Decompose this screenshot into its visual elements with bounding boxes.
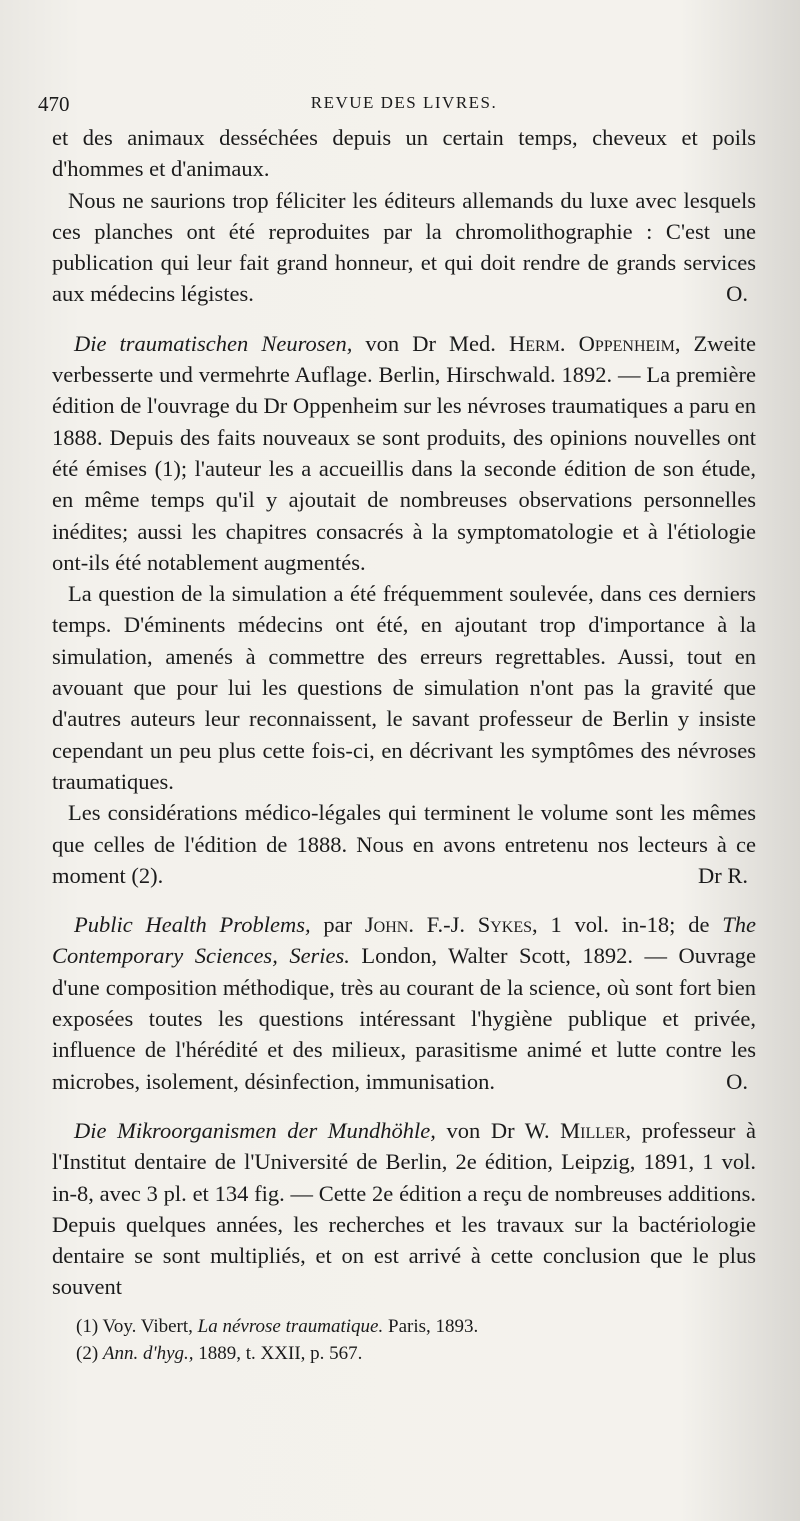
footnote-1-pre: (1) Voy. Vibert,: [76, 1315, 198, 1337]
intro-paragraph-2-text: Nous ne saurions trop féliciter les éditeurs allemands du luxe avec lesquels ces planches ont été reproduites par la chromolithographie : C'est une publication qui leur fait grand honneur, et qui doit rendre de grands services aux médecins légistes.: [52, 187, 756, 307]
footnote-1-post: Paris, 1893.: [383, 1315, 479, 1337]
footnote-2-pre: (2): [76, 1342, 103, 1364]
entry-1-paragraph-3-text: Les considérations médico-légales qui terminent le volume sont les mêmes que celles de l'édition de 1888. Nous en avons entretenu nos lecteurs à ce moment (2).: [52, 800, 756, 888]
footnote-2-post: 1889, t. XXII, p. 567.: [193, 1342, 363, 1364]
entry-3-body: professeur à l'Institut dentaire de l'Université de Berlin, 2e édition, Leipzig, 1891, 1 vol. in-8, avec 3 pl. et 134 fig. — Cette 2e édition a reçu de nombreuses additions. Depuis quelques années, les recherches et les travaux sur la bactériologie dentaire se sont multipliés, et on est arrivé à cette conclusion que le plus souvent: [52, 1117, 757, 1300]
page-header: [38, 86, 756, 122]
entry-3-title: Die Mikroorganismen der Mundhöhle,: [74, 1117, 436, 1143]
entry-1-body: Zweite verbesserte und vermehrte Auflage. Berlin, Hirschwald. 1892. — La première édition de l'ouvrage du Dr Oppenheim sur les névroses traumatiques a paru en 1888. Depuis des faits nouveaux se sont produits, des opinions nouvelles ont été émises (1); l'auteur les a accueillis dans la seconde édition de son étude, en même temps qu'il y ajoutait de nombreuses observations personnelles inédites; aussi les chapitres consacrés à la symptomatologie et à l'étiologie ont-ils été notablement augmentés.: [52, 330, 756, 575]
footnote-1-title: La névrose traumatique.: [197, 1315, 384, 1337]
entry-1-paragraph-2: La question de la simulation a été fréquemment soulevée, dans ces derniers temps. D'éminents médecins ont été, en ajoutant trop d'importance à la simulation, amenés à commettre des erreurs regrettables. Aussi, tout en avouant que pour lui les questions de simulation n'ont pas la gravité que d'autres auteurs leur reconnaissent, le savant professeur de Berlin y insiste cependant un peu plus cette fois-ci, en décrivant les symptômes des névroses traumatiques.: [52, 581, 756, 794]
review-entry-2: [52, 909, 756, 1097]
entry-1-author: Herm. Oppenheim,: [508, 330, 681, 356]
entry-2-author: John. F.-J. Sykes,: [364, 912, 538, 938]
entry-2-series: The Contemporary Sciences, Series.: [52, 912, 756, 969]
intro-paragraph-2: [52, 185, 756, 310]
entry-2-signature: O.: [726, 1068, 748, 1094]
entry-2-author-pre: par: [310, 912, 365, 938]
footnotes: [52, 1313, 756, 1367]
entry-1-title: Die traumatischen Neurosen,: [74, 330, 353, 356]
intro-paragraph-1: et des animaux desséchées depuis un certain temps, cheveux et poils d'hommes et d'animaux.: [52, 125, 756, 182]
running-head: REVUE DES LIVRES.: [310, 93, 498, 112]
entry-2-title: Public Health Problems,: [74, 912, 311, 938]
footnote-2-title: Ann. d'hyg.,: [102, 1342, 194, 1364]
entry-1-author-pre: von Dr Med.: [352, 330, 509, 356]
entry-1-lead: [52, 328, 756, 578]
entry-1-paragraph-3: [52, 797, 756, 891]
entry-2-body: London, Walter Scott, 1892. — Ouvrage d'une composition méthodique, très au courant de la science, où sont fort bien exposées toutes les questions intéressant l'hygiène publique et privée, influence de l'hérédité et des milieux, parasitisme animé et lutte contre les microbes, isolement, désinfection, immunisation.: [52, 943, 756, 1094]
review-entry-1: [52, 328, 756, 891]
entry-3-author: Miller,: [560, 1117, 632, 1143]
entry-1-signature: Dr R.: [698, 862, 748, 888]
entry-2-lead: [52, 909, 756, 1097]
footnote-1: [76, 1313, 756, 1340]
review-entry-3: [52, 1115, 756, 1303]
page-number: 470: [38, 92, 70, 116]
footnote-2: [76, 1340, 756, 1367]
entry-3-author-pre: von Dr W.: [435, 1117, 561, 1143]
entry-3-lead: [52, 1115, 756, 1303]
entry-2-mid: 1 vol. in-18; de: [537, 912, 723, 938]
intro-signature: O.: [726, 281, 748, 307]
